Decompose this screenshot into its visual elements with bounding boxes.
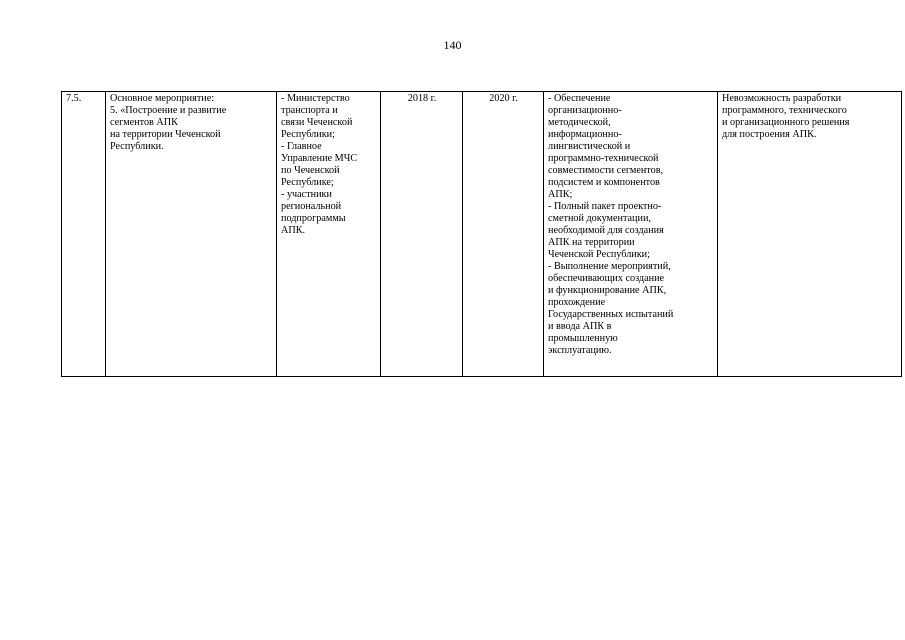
result-line: - Полный пакет проектно- bbox=[548, 201, 662, 212]
executor-line: - Главное bbox=[281, 141, 322, 152]
result-line: лингвистической и bbox=[548, 141, 631, 152]
risk-line: и организационного решения bbox=[722, 117, 850, 128]
expected-result-cell bbox=[544, 92, 718, 377]
executor-line: АПК. bbox=[281, 225, 306, 236]
executor-line: региональной bbox=[281, 201, 342, 212]
executor-line: Республики; bbox=[281, 129, 335, 140]
event-line: Основное мероприятие: bbox=[110, 93, 215, 104]
result-line: - Обеспечение bbox=[548, 93, 611, 104]
executor-cell bbox=[277, 92, 381, 377]
result-line: организационно- bbox=[548, 105, 622, 116]
row-number-cell: 7.5. bbox=[62, 92, 106, 377]
event-line: на территории Чеченской bbox=[110, 129, 221, 140]
result-line: методической, bbox=[548, 117, 611, 128]
result-line: АПК; bbox=[548, 189, 573, 200]
executor-line: Республике; bbox=[281, 177, 334, 188]
result-line: совместимости сегментов, bbox=[548, 165, 664, 176]
result-line: подсистем и компонентов bbox=[548, 177, 660, 188]
event-line: Республики. bbox=[110, 141, 164, 152]
executor-line: Управление МЧС bbox=[281, 153, 358, 164]
start-year-cell: 2018 г. bbox=[381, 92, 463, 377]
result-line: эксплуатацию. bbox=[548, 345, 612, 356]
executor-line: связи Чеченской bbox=[281, 117, 353, 128]
risk-cell bbox=[718, 92, 902, 377]
result-line: программно-технической bbox=[548, 153, 659, 164]
event-line: 5. «Построение и развитие bbox=[110, 105, 227, 116]
executor-line: - участники bbox=[281, 189, 332, 200]
result-line: сметной документации, bbox=[548, 213, 651, 224]
risk-line: для построения АПК. bbox=[722, 129, 817, 140]
program-activities-table bbox=[61, 91, 902, 377]
result-line: и ввода АПК в bbox=[548, 321, 612, 332]
risk-line: Невозможность разработки bbox=[722, 93, 842, 104]
result-line: АПК на территории bbox=[548, 237, 635, 248]
table-row bbox=[62, 92, 902, 377]
executor-line: транспорта и bbox=[281, 105, 338, 116]
result-line: Чеченской Республики; bbox=[548, 249, 650, 260]
result-line: и функционирование АПК, bbox=[548, 285, 667, 296]
result-line: - Выполнение мероприятий, bbox=[548, 261, 671, 272]
executor-line: подпрограммы bbox=[281, 213, 346, 224]
risk-line: программного, технического bbox=[722, 105, 847, 116]
executor-line: по Чеченской bbox=[281, 165, 340, 176]
result-line: информационно- bbox=[548, 129, 622, 140]
event-cell bbox=[106, 92, 277, 377]
result-line: прохождение bbox=[548, 297, 606, 308]
event-line: сегментов АПК bbox=[110, 117, 178, 128]
executor-line: - Министерство bbox=[281, 93, 350, 104]
end-year-cell: 2020 г. bbox=[463, 92, 544, 377]
result-line: Государственных испытаний bbox=[548, 309, 674, 320]
result-line: необходимой для создания bbox=[548, 225, 664, 236]
result-line: обеспечивающих создание bbox=[548, 273, 665, 284]
result-line: промышленную bbox=[548, 333, 618, 344]
page-number: 140 bbox=[443, 38, 462, 52]
